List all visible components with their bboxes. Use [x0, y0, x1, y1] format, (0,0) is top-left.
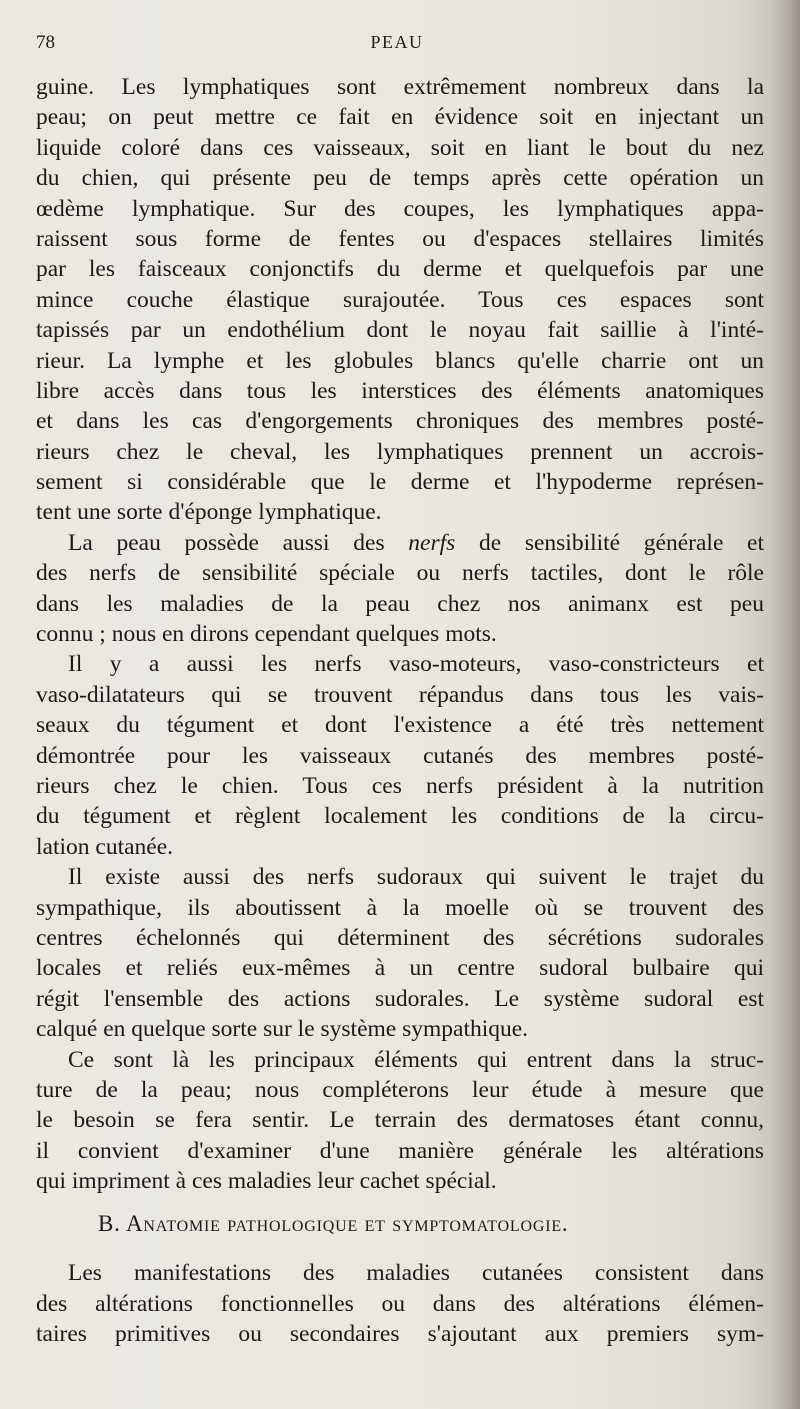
text-line: peau; on peut mettre ce fait en évidence soit en injectant un [36, 104, 764, 131]
text-line: par les faisceaux conjonctifs du derme et quelquefois par une [36, 256, 764, 283]
text-line: rieurs chez le cheval, les lymphatiques prennent un accrois- [36, 438, 764, 465]
text-line: calqué en quelque sorte sur le système sympathique. [36, 1016, 529, 1043]
page-edge-shadow [768, 0, 800, 1409]
body-text [36, 72, 764, 1350]
text-line: Ce sont là les principaux éléments qui entrent dans la struc- [68, 1046, 764, 1073]
text-line: mince couche élastique surajoutée. Tous ces espaces sont [36, 286, 764, 313]
text-line: connu ; nous en dirons cependant quelques mots. [36, 621, 497, 648]
text-line: lation cutanée. [36, 833, 174, 860]
text-line: rieur. La lymphe et les globules blancs qu'elle charrie ont un [36, 347, 764, 374]
text-line: sympathique, ils aboutissent à la moelle où se trouvent des [36, 894, 764, 921]
text-line: des nerfs de sensibilité spéciale ou nerfs tactiles, dont le rôle [36, 560, 764, 587]
text-line: des altérations fonctionnelles ou dans des altérations élémen- [36, 1290, 764, 1317]
text-line: liquide coloré dans ces vaisseaux, soit en liant le bout du nez [36, 134, 764, 161]
text-line: guine. Les lymphatiques sont extrêmement nombreux dans la [36, 74, 764, 100]
text-line: Il y a aussi les nerfs vaso-moteurs, vaso-constricteurs et [68, 651, 764, 678]
text-line: rieurs chez le chien. Tous ces nerfs président à la nutrition [36, 772, 764, 799]
section-heading: B. Anatomie pathologique et symptomatologie. [98, 1211, 569, 1237]
text-line: libre accès dans tous les interstices des éléments anatomiques [36, 377, 764, 404]
text-line [36, 528, 764, 558]
text-line: Les manifestations des maladies cutanées consistent dans [68, 1260, 764, 1287]
text-line: il convient d'examiner d'une manière générale les altérations [36, 1137, 764, 1164]
text-line: du chien, qui présente peu de temps après cette opération un [36, 165, 764, 192]
text-line: ture de la peau; nous compléterons leur étude à mesure que [36, 1076, 764, 1103]
text-line: régit l'ensemble des actions sudorales. Le système sudoral est [36, 985, 764, 1012]
text-run: La peau possède aussi des [68, 529, 409, 556]
text-line: Il existe aussi des nerfs sudoraux qui suivent le trajet du [68, 864, 764, 891]
text-line: du tégument et règlent localement les conditions de la circu- [36, 803, 764, 830]
running-head: PEAU [370, 32, 424, 52]
page-header [36, 32, 758, 56]
text-line: et dans les cas d'engorgements chroniques des membres posté- [36, 408, 764, 435]
text-line: sement si considérable que le derme et l'hypoderme représen- [36, 469, 764, 496]
text-line: locales et reliés eux-mêmes à un centre sudoral bulbaire qui [36, 955, 764, 982]
text-line: raissent sous forme de fentes ou d'espaces stellaires limités [36, 225, 764, 252]
text-line: démontrée pour les vaisseaux cutanés des membres posté- [36, 742, 764, 769]
text-line: centres échelonnés qui déterminent des sécrétions sudorales [36, 924, 764, 951]
page-number: 78 [36, 32, 55, 53]
text-line: tapissés par un endothélium dont le noyau fait saillie à l'inté- [36, 317, 764, 344]
text-line: qui impriment à ces maladies leur cachet spécial. [36, 1168, 497, 1195]
text-line: tent une sorte d'éponge lymphatique. [36, 499, 382, 526]
text-run: de sensibilité générale et [455, 529, 765, 556]
text-line: œdème lymphatique. Sur des coupes, les lymphatiques appa- [36, 195, 764, 222]
text-line: taires primitives ou secondaires s'ajoutant aux premiers sym- [36, 1321, 764, 1348]
text-line: le besoin se fera sentir. Le terrain des dermatoses étant connu, [36, 1107, 764, 1134]
text-line: vaso-dilatateurs qui se trouvent répandus dans tous les vais- [36, 681, 764, 708]
text-line: seaux du tégument et dont l'existence a été très nettement [36, 712, 764, 739]
text-line: dans les maladies de la peau chez nos animanx est peu [36, 590, 764, 617]
italic-term: nerfs [408, 529, 456, 556]
